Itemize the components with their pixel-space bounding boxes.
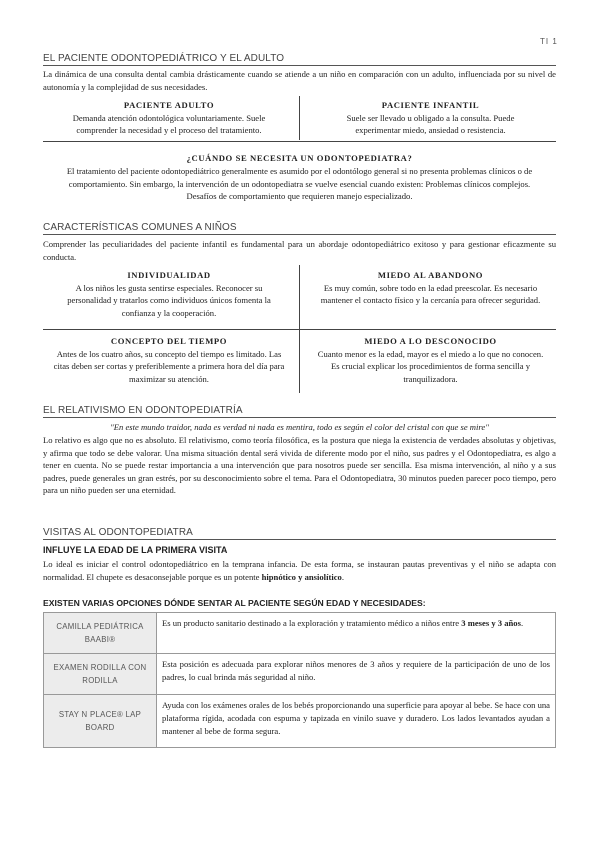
adult-child-comparison [43, 96, 556, 142]
option-description: Ayuda con los exámenes orales de los bebés proporcionando una superficie para apoyar al bebe. Se hace con una plataforma rígida, acodada con espuma y tapizada en vinilo suave y duradero. Los lados levantados ayudan a mantener al bebe de forma segura. [157, 695, 556, 748]
characteristic-text: A los niños les gusta sentirse especiales. Reconocer su personalidad y tratarlos como individuos únicos fomenta la confianza y la cooperación. [67, 282, 271, 318]
characteristics-grid [43, 265, 556, 393]
relativism-text: Lo relativo es algo que no es absoluto. El relativismo, como teoría filosófica, es la postura que niega la existencia de verdades absolutas y objetivas, y afirma que todo se debe valorar. Una misma situación dental será vivida de diferente modo por el niño, sus padres y el Odontopediatra, es algo a tener en cuenta. No se puede restar importancia a una intervención que para nosotros puede ser sencilla. Esa misma intervención, al niño y a sus padres, puede generales un gran estrés, por su desconocimiento sobre el tema. Para el Odontopediatra, 30 minutos pueden parecer poco tiempo, pero para un niño pueden ser una eternidad. [43, 435, 556, 495]
first-visit-text [43, 558, 556, 583]
characteristic-text: Cuanto menor es la edad, mayor es el miedo a lo que no conocen. Es crucial explicar los procedimientos de forma sencilla y tranquilizadora. [317, 348, 544, 384]
adult-patient-title: PACIENTE ADULTO [123, 100, 215, 110]
section-title-visits: VISITAS AL ODONTOPEDIATRA [43, 527, 556, 540]
adult-patient-text: Demanda atención odontológica voluntariamente. Suele comprender la necesidad y el proceso del tratamiento. [72, 112, 266, 135]
characteristic-title: CONCEPTO DEL TIEMPO [110, 336, 228, 346]
section-title-common-characteristics: CARACTERÍSTICAS COMUNES A NIÑOS [43, 222, 556, 235]
section2-intro: Comprender las peculiaridades del paciente infantil es fundamental para un abordaje odontopediátrico exitoso y para gestionar eficazmente su conducta. [43, 239, 556, 262]
row-divider [43, 141, 556, 142]
when-pediatric-dentist-text: El tratamiento del paciente odontopediátrico generalmente es asumido por el odontólogo general si no presenta problemas clínicos o de comportamiento. Sin embargo, la intervención de un odontopediatra se vuelve esencial cuando existen: Problemas clínicos complejos. Desafíos de comportamiento que requieren manejo especializado. [66, 166, 533, 201]
seating-options-title: EXISTEN VARIAS OPCIONES DÓNDE SENTAR AL PACIENTE SEGÚN EDAD Y NECESIDADES: [43, 598, 426, 608]
characteristic-text: Es muy común, sobre todo en la edad preescolar. Es necesario mantener el contacto físico y la cercanía para ofrecer seguridad. [320, 282, 541, 305]
option-desc-end: . [520, 618, 524, 628]
when-pediatric-dentist-title: ¿CUÁNDO SE NECESITA UN ODONTOPEDIATRA? [186, 153, 413, 163]
characteristic-time-concept [43, 335, 295, 385]
characteristic-text: Antes de los cuatro años, su concepto del tiempo es limitado. Las citas deben ser cortas y preferiblemente a primera hora del día para maximizar su atención. [53, 348, 285, 384]
first-visit-text-main: Lo ideal es iniciar el control odontopediátrico en la temprana infancia. De esta forma, se instauran pautas preventivas y el niño se adapta con normalidad. El chupete es desaconsejable porque es un potente [43, 559, 556, 582]
option-desc-text: Es un producto sanitario destinado a la exploración y tratamiento médico a niños entre [162, 618, 462, 628]
section1-intro: La dinámica de una consulta dental cambia drásticamente cuando se atiende a un niño en comparación con un adulto, influenciada por su nivel de autonomía y la complejidad de sus necesidades. [43, 69, 556, 92]
table-row [44, 613, 556, 654]
characteristic-individuality [43, 269, 295, 319]
characteristic-title: INDIVIDUALIDAD [127, 270, 211, 280]
relativism-quote: "En este mundo traidor, nada es verdad ni nada es mentira, todo es según el color del cristal con que se mire" [110, 422, 489, 432]
characteristic-fear-of-abandonment [305, 269, 556, 307]
adult-patient-cell [43, 99, 295, 137]
section-title-adult-vs-child: EL PACIENTE ODONTOPEDIÁTRICO Y EL ADULTO [43, 53, 556, 66]
table-row [44, 654, 556, 695]
option-description: Esta posición es adecuada para explorar niños menores de 3 años y requiere de la participación de uno de los padres, lo cual brinda más seguridad al niño. [157, 654, 556, 695]
child-patient-cell [305, 99, 556, 137]
option-description [157, 613, 556, 654]
child-patient-text: Suele ser llevado u obligado a la consulta. Puede experimentar miedo, ansiedad o resistencia. [346, 112, 515, 135]
child-patient-title: PACIENTE INFANTIL [381, 100, 480, 110]
characteristic-fear-of-unknown [305, 335, 556, 385]
first-visit-subtitle: INFLUYE LA EDAD DE LA PRIMERA VISITA [43, 545, 228, 555]
option-label: EXAMEN RODILLA CON RODILLA [44, 654, 157, 695]
first-visit-text-bold: hipnótico y ansiolítico [261, 571, 342, 582]
first-visit-text-end: . [341, 571, 344, 582]
page-number: TI 1 [540, 37, 558, 46]
option-label: CAMILLA PEDIÁTRICA BAABI® [44, 613, 157, 654]
option-desc-bold: 3 meses y 3 años [461, 618, 521, 628]
option-label: STAY N PLACE® LAP BOARD [44, 695, 157, 748]
grid-column-divider [299, 265, 300, 393]
characteristic-title: MIEDO A LO DESCONOCIDO [364, 336, 497, 346]
column-divider [299, 96, 300, 140]
table-row [44, 695, 556, 748]
characteristic-title: MIEDO AL ABANDONO [377, 270, 484, 280]
section-title-relativism: EL RELATIVISMO EN ODONTOPEDIATRÍA [43, 405, 556, 418]
seating-options-table [43, 612, 556, 748]
